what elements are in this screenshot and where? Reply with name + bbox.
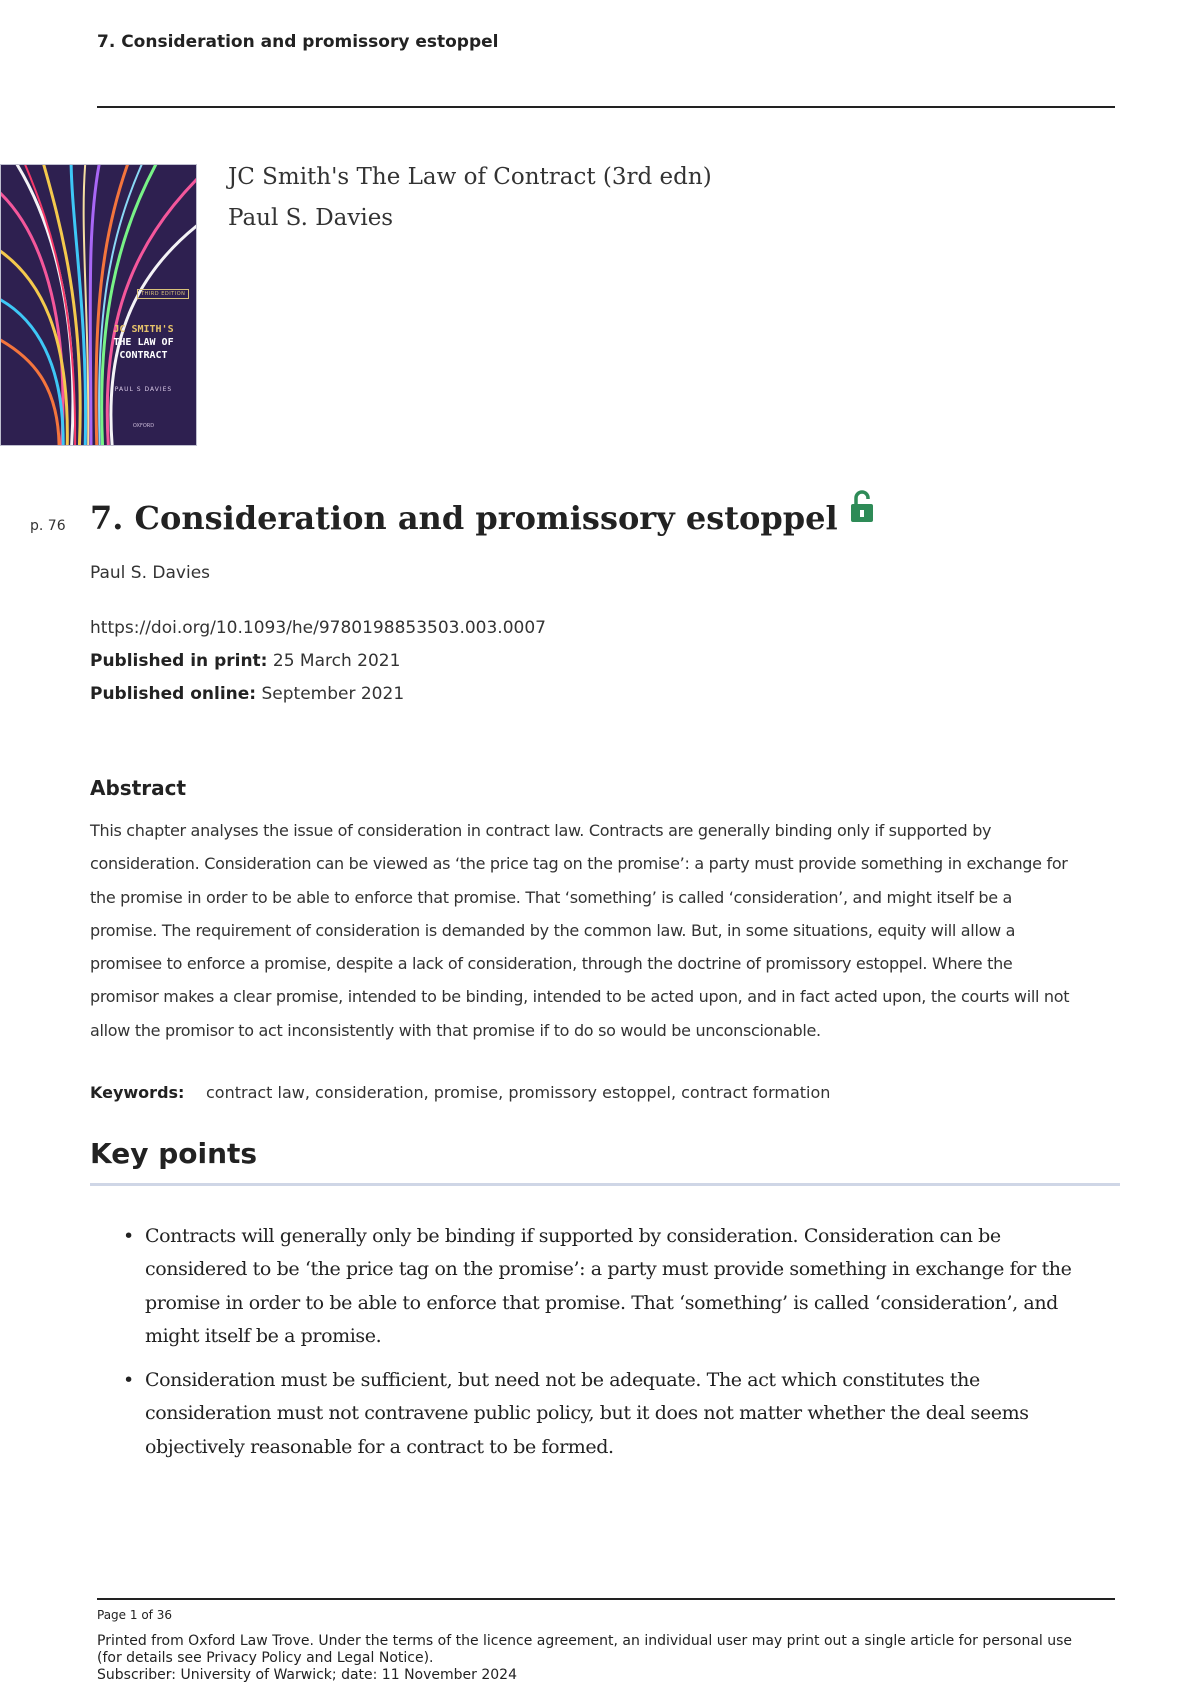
book-title[interactable]: JC Smith's The Law of Contract (3rd edn) — [228, 164, 712, 190]
cover-edition-badge: THIRD EDITION — [137, 289, 189, 299]
published-in-print-value: 25 March 2021 — [272, 651, 401, 671]
keywords-label: Keywords: — [90, 1083, 185, 1102]
footer-text — [97, 1633, 1097, 1684]
keywords-value: contract law, consideration, promise, promissory estoppel, contract formation — [206, 1083, 831, 1102]
bullet-icon: • — [123, 1225, 134, 1247]
key-point-item — [118, 1220, 1108, 1353]
page-marker: p. 76 — [30, 518, 66, 534]
abstract-heading: Abstract — [90, 776, 187, 800]
keywords — [90, 1083, 830, 1102]
cover-title-line3: CONTRACT — [119, 350, 168, 361]
bullet-icon: • — [123, 1369, 134, 1392]
published-in-print — [90, 651, 400, 671]
page-count: Page 1 of 36 — [97, 1608, 172, 1622]
footer-rule — [97, 1598, 1115, 1600]
header-rule — [97, 106, 1115, 108]
chapter-title-text: 7. Consideration and promissory estoppel — [90, 499, 838, 537]
key-point-text: Contracts will generally only be binding if supported by consideration. Consideration can be considered to be ‘the price tag on the promise’: a party must provide something in exchange for the promise in order to be able to enforce that promise. That ‘something’ is called ‘consideration’, and might itself be a promise. — [145, 1225, 1072, 1347]
published-online-label: Published online: — [90, 684, 257, 704]
printed-note: Printed from Oxford Law Trove. Under the terms of the licence agreement, an individual user may print out a single article for personal use (for details see Privacy Policy and Legal Notice). — [97, 1633, 1073, 1666]
cover-publisher: OXFORD — [132, 423, 155, 429]
cover-title — [96, 323, 191, 362]
abstract-line: This chapter analyses the issue of consideration in contract law. Contracts are generally binding only if supported by — [90, 821, 992, 840]
cover-title-line1: JC SMITH'S — [113, 324, 174, 335]
book-author: Paul S. Davies — [228, 205, 394, 231]
abstract-line: the promise in order to be able to enforce that promise. That ‘something’ is called ‘consideration’, and might itself be a — [90, 887, 1013, 907]
chapter-title — [90, 497, 874, 539]
abstract-body — [90, 814, 1120, 1047]
abstract-line: promisor makes a clear promise, intended to be binding, intended to be acted upon, and in fact acted upon, the courts will not — [90, 987, 1070, 1007]
key-points-rule — [90, 1183, 1120, 1186]
key-points-heading: Key points — [90, 1137, 258, 1170]
abstract-line: consideration. Consideration can be viewed as ‘the price tag on the promise’: a party must provide something in exchange for — [90, 854, 1068, 874]
abstract-line: promisee to enforce a promise, despite a lack of consideration, through the doctrine of promissory estoppel. Where the — [90, 954, 1013, 974]
open-access-lock-icon — [850, 489, 874, 531]
doi-link[interactable]: https://doi.org/10.1093/he/9780198853503.003.0007 — [90, 618, 546, 638]
published-online — [90, 684, 404, 704]
book-cover-image — [0, 164, 197, 446]
subscriber-line: Subscriber: University of Warwick; date: 11 November 2024 — [97, 1667, 517, 1683]
key-points-list — [118, 1220, 1108, 1475]
key-point-item — [118, 1364, 1108, 1464]
cover-author: PAUL S DAVIES — [114, 386, 173, 393]
cover-art — [1, 165, 196, 445]
abstract-line: allow the promisor to act inconsistently with that promise if to do so would be unconscionable. — [90, 1020, 821, 1040]
chapter-author: Paul S. Davies — [90, 563, 211, 583]
abstract-line: promise. The requirement of consideration is demanded by the common law. But, in some situations, equity will allow a — [90, 920, 1016, 940]
key-point-text: Consideration must be sufficient, but need not be adequate. The act which constitutes the consideration must not contravene public policy, but it does not matter whether the deal seems objectively reasonable for a contract to be formed. — [145, 1369, 1029, 1458]
cover-title-line2: THE LAW OF — [113, 337, 174, 348]
published-online-value: September 2021 — [261, 684, 405, 704]
published-in-print-label: Published in print: — [90, 651, 268, 671]
running-head: 7. Consideration and promissory estoppel — [97, 32, 499, 52]
